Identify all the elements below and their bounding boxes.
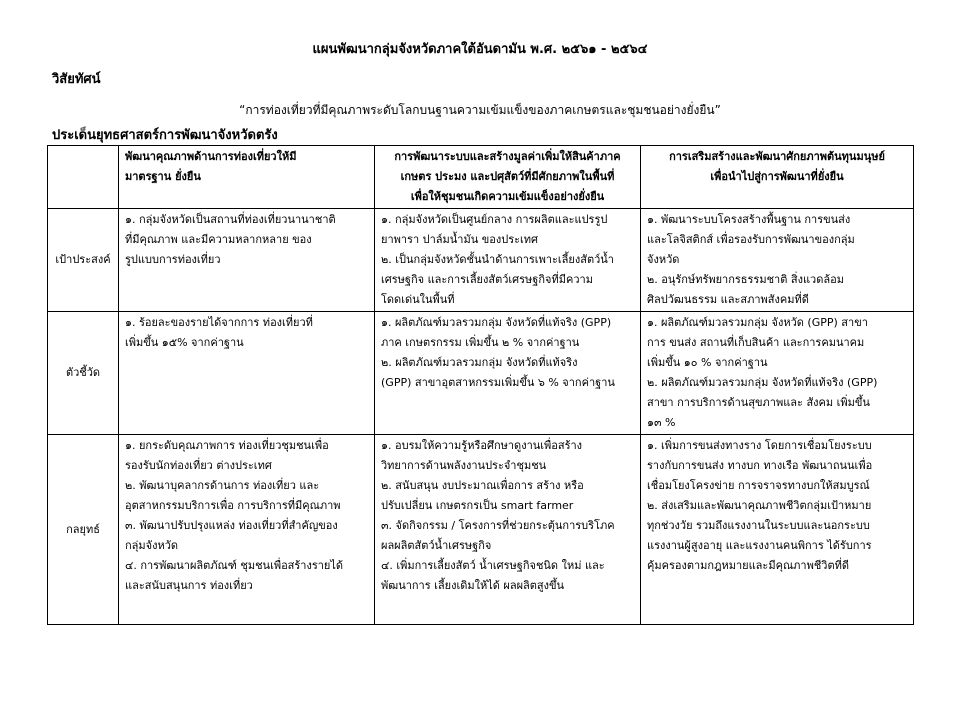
- table-cell: [119, 209, 375, 312]
- table-header-row: [48, 146, 914, 209]
- cell-line: ๑๓ %: [647, 416, 676, 429]
- vision-heading: วิสัยทัศน์: [52, 72, 101, 87]
- header-line: การเสริมสร้างและพัฒนาศักยภาพต้นทุนมนุษย์: [669, 150, 885, 163]
- cell-line: ๑. กลุ่มจังหวัดเป็นศูนย์กลาง การผลิตและแปรรูป: [381, 213, 608, 226]
- cell-line: ๔. เพิ่มการเลี้ยงสัตว์ น้ำเศรษฐกิจชนิด ใหม่ และ: [381, 559, 605, 572]
- cell-line: ๑. ยกระดับคุณภาพการ ท่องเที่ยวชุมชนเพื่อ: [125, 439, 329, 452]
- cell-line: เศรษฐกิจ และการเลี้ยงสัตว์เศรษฐกิจที่มีความ: [381, 273, 593, 286]
- row-label: เป้าประสงค์: [48, 209, 119, 312]
- table-cell: [375, 312, 641, 435]
- cell-line: ๒. อนุรักษ์ทรัพยากรธรรมชาติ สิ่งแวดล้อม: [647, 273, 844, 286]
- cell-line: ๒. เป็นกลุ่มจังหวัดชั้นนำด้านการเพาะเลี้ยงสัตว์น้ำ: [381, 253, 614, 266]
- cell-line: ๑. เพิ่มการขนส่งทางราง โดยการเชื่อมโยงระบบ: [647, 439, 872, 452]
- row-label: กลยุทธ์: [48, 435, 119, 625]
- vision-statement: “การท่องเที่ยวที่มีคุณภาพระดับโลกบนฐานความเข้มแข็งของภาคเกษตรและชุมชนอย่างยั่งยืน”: [239, 103, 721, 117]
- cell-line: คุ้มครองตามกฎหมายและมีคุณภาพชีวิตที่ดี: [647, 559, 850, 572]
- cell-line: ๒. พัฒนาบุคลากรด้านการ ท่องเที่ยว และ: [125, 479, 320, 492]
- cell-line: ๑. ผลิตภัณฑ์มวลรวมกลุ่ม จังหวัด (GPP) สาขา: [647, 316, 868, 329]
- cell-line: เพิ่มขึ้น ๑๐ % จากค่าฐาน: [647, 356, 768, 369]
- cell-line: รองรับนักท่องเที่ยว ต่างประเทศ: [125, 459, 272, 472]
- header-cell: [641, 146, 914, 209]
- table-row: [48, 312, 914, 435]
- header-line: การพัฒนาระบบและสร้างมูลค่าเพิ่มให้สินค้าภาค: [394, 150, 621, 163]
- cell-line: จังหวัด: [647, 253, 680, 266]
- cell-line: อุตสาหกรรมบริการเพื่อ การบริการที่มีคุณภาพ: [125, 499, 341, 512]
- strategic-issues-heading: ประเด็นยุทธศาสตร์การพัฒนาจังหวัดตรัง: [52, 128, 278, 143]
- cell-line: วิทยาการด้านพลังงานประจำชุมชน: [381, 459, 547, 472]
- table-cell: [375, 209, 641, 312]
- cell-line: ๑. อบรมให้ความรู้หรือศึกษาดูงานเพื่อสร้าง: [381, 439, 583, 452]
- table-row: [48, 209, 914, 312]
- header-cell: [119, 146, 375, 209]
- cell-line: แรงงานผู้สูงอายุ และแรงงานคนพิการ ได้รับการ: [647, 539, 872, 552]
- cell-line: ๑. ผลิตภัณฑ์มวลรวมกลุ่ม จังหวัดที่แท้จริง (GPP): [381, 316, 612, 329]
- cell-line: เชื่อมโยงโครงข่าย การจราจรทางบกให้สมบูรณ์: [647, 479, 870, 492]
- cell-line: ๒. ส่งเสริมและพัฒนาคุณภาพชีวิตกลุ่มเป้าหมาย: [647, 499, 872, 512]
- cell-line: กลุ่มจังหวัด: [125, 539, 179, 552]
- cell-line: เพิ่มขึ้น ๑๕% จากค่าฐาน: [125, 336, 244, 349]
- cell-line: ๒. ผลิตภัณฑ์มวลรวมกลุ่ม จังหวัดที่แท้จริง (GPP): [647, 376, 878, 389]
- cell-line: ๒. สนับสนุน งบประมาณเพื่อการ สร้าง หรือ: [381, 479, 584, 492]
- cell-line: สาขา การบริการด้านสุขภาพและ สังคม เพิ่มขึ้น: [647, 396, 870, 409]
- cell-line: ๑. ร้อยละของรายได้จากการ ท่องเที่ยวที่: [125, 316, 313, 329]
- cell-line: ๓. จัดกิจกรรม / โครงการที่ช่วยกระตุ้นการบริโภค: [381, 519, 615, 532]
- header-line: เพื่อนำไปสู่การพัฒนาที่ยั่งยืน: [710, 170, 844, 183]
- table-cell: [641, 435, 914, 625]
- table-cell: [641, 312, 914, 435]
- header-cell: [375, 146, 641, 209]
- cell-line: ภาค เกษตรกรรม เพิ่มขึ้น ๒ % จากค่าฐาน: [381, 336, 580, 349]
- cell-line: ปรับเปลี่ยน เกษตรกรเป็น smart farmer: [381, 499, 574, 512]
- table-row: [48, 435, 914, 625]
- cell-line: ๔. การพัฒนาผลิตภัณฑ์ ชุมชนเพื่อสร้างรายได้: [125, 559, 344, 572]
- cell-line: ๒. ผลิตภัณฑ์มวลรวมกลุ่ม จังหวัดที่แท้จริง: [381, 356, 578, 369]
- cell-line: ศิลปวัฒนธรรม และสภาพสังคมที่ดี: [647, 293, 809, 306]
- table-cell: [375, 435, 641, 625]
- cell-line: ๓. พัฒนาปรับปรุงแหล่ง ท่องเที่ยวที่สำคัญของ: [125, 519, 338, 532]
- row-label: ตัวชี้วัด: [48, 312, 119, 435]
- cell-line: รูปแบบการท่องเที่ยว: [125, 253, 221, 266]
- table-cell: [119, 312, 375, 435]
- cell-line: พัฒนาการ เลี้ยงเดิมให้ได้ ผลผลิตสูงขึ้น: [381, 579, 565, 592]
- table-cell: [119, 435, 375, 625]
- cell-line: การ ขนส่ง สถานที่เก็บสินค้า และการคมนาคม: [647, 336, 865, 349]
- cell-line: ผลผลิตสัตว์น้ำเศรษฐกิจ: [381, 539, 492, 552]
- cell-line: และสนับสนุนการ ท่องเที่ยว: [125, 579, 253, 592]
- cell-line: รางกับการขนส่ง ทางบก ทางเรือ พัฒนาถนนเพื่อ: [647, 459, 873, 472]
- cell-line: ทุกช่วงวัย รวมถึงแรงงานในระบบและนอกระบบ: [647, 519, 870, 532]
- document-title: แผนพัฒนากลุ่มจังหวัดภาคใต้อันดามัน พ.ศ. ๒๕๖๑ - ๒๕๖๔: [312, 42, 648, 57]
- header-line: เกษตร ประมง และปศุสัตว์ที่มีศักยภาพในพื้นที่: [400, 170, 615, 183]
- cell-line: ๑. กลุ่มจังหวัดเป็นสถานที่ท่องเที่ยวนานาชาติ: [125, 213, 336, 226]
- cell-line: และโลจิสติกส์ เพื่อรองรับการพัฒนาของกลุ่ม: [647, 233, 855, 246]
- cell-line: (GPP) สาขาอุตสาหกรรมเพิ่มขึ้น ๖ % จากค่าฐาน: [381, 376, 615, 389]
- strategy-table: [47, 145, 914, 625]
- cell-line: ยาพารา ปาล์มน้ำมัน ของประเทศ: [381, 233, 539, 246]
- table-cell: [641, 209, 914, 312]
- cell-line: ๑. พัฒนาระบบโครงสร้างพื้นฐาน การขนส่ง: [647, 213, 851, 226]
- header-line: พัฒนาคุณภาพด้านการท่องเที่ยวให้มี: [125, 150, 297, 163]
- cell-line: โดดเด่นในพื้นที่: [381, 293, 455, 306]
- header-line: มาตรฐาน ยั่งยืน: [125, 170, 201, 183]
- corner-cell: [48, 146, 119, 209]
- header-line: เพื่อให้ชุมชนเกิดความเข้มแข็งอย่างยั่งยืน: [410, 190, 605, 203]
- cell-line: ที่มีคุณภาพ และมีความหลากหลาย ของ: [125, 233, 312, 246]
